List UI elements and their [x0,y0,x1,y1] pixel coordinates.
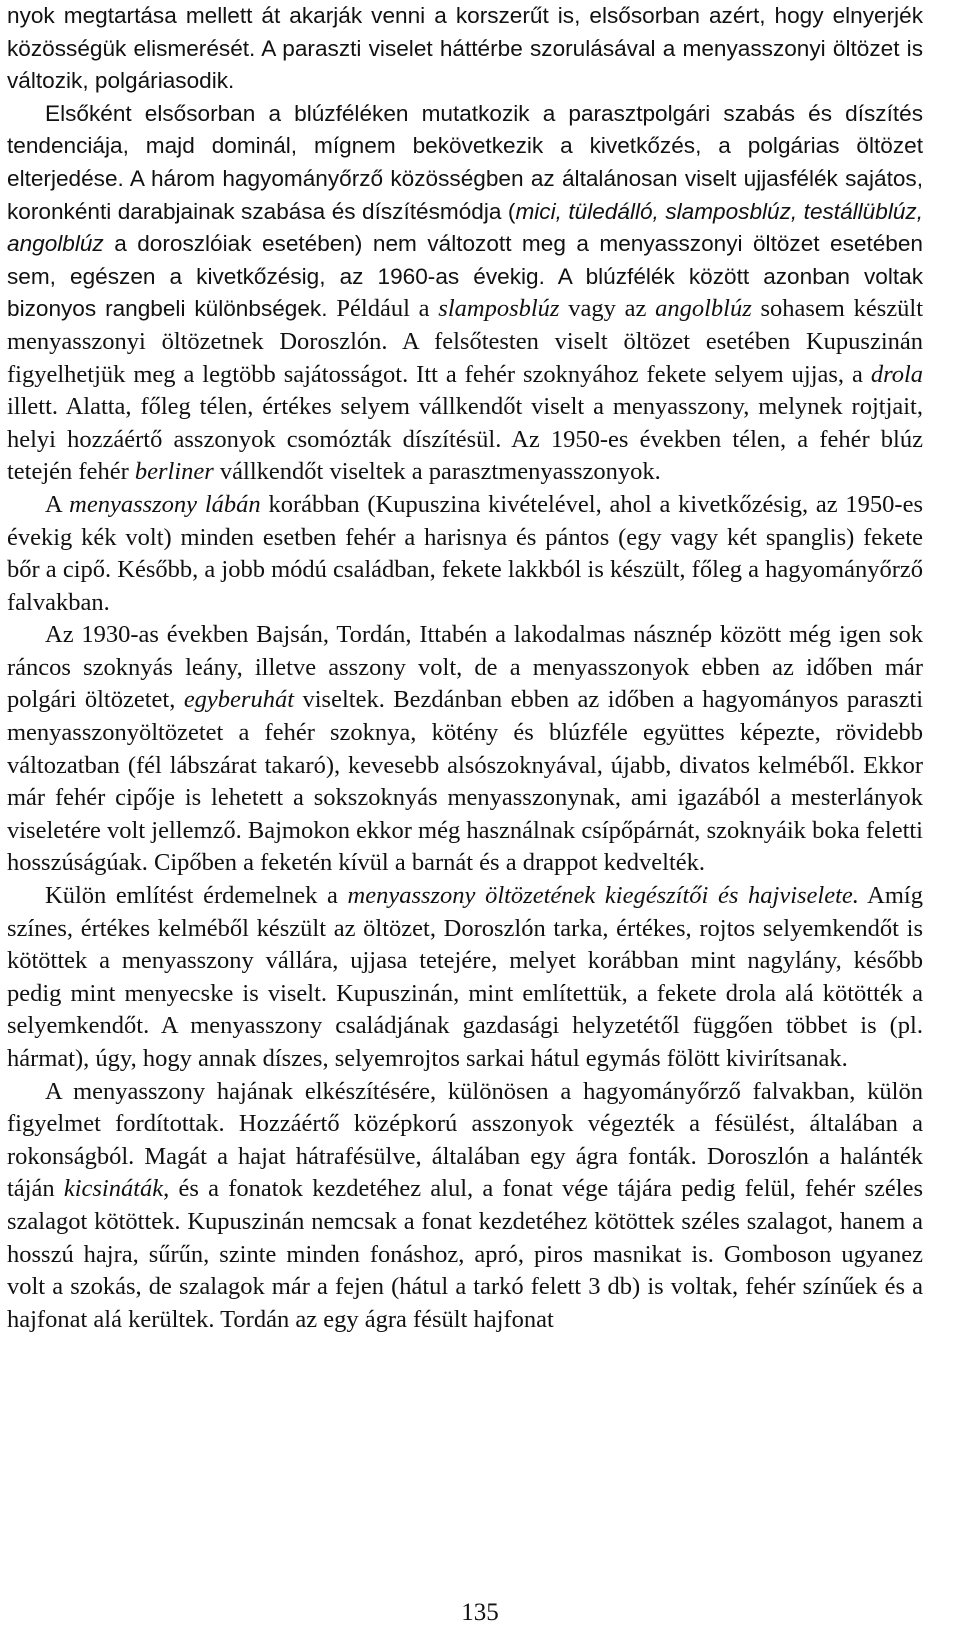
text-run: vállkendőt viseltek a parasztmenyasszonyok. [213,458,661,486]
text-run: illett. Alatta, főleg télen, értékes selyem vállkendőt viselt a menyasszony, melynek rojtjait, helyi hozzáértő asszonyok csomózták díszítésül. Az 1950-es években télen, a fehér blúz tetején fehér [7,393,923,486]
text-run: Amíg színes, értékes kelméből készült az öltözet, Doroszlón tarka, értékes, rojtos selyemkendőt is kötöttek a menyasszony vállára, ujjasa tetejére, melyet korábban mint nagylány, később pedig mint menyecske is viselt. Kupuszinán, mint említettük, a fekete drola alá kötötték a selyemkendőt. A menyasszony családjának gazdasági helyzetétől függően többet is (pl. hármat), úgy, hogy annak díszes, selyemrojtos sarkai hátul egymás fölött kivirítsanak. [7,882,923,1072]
italic-term: drola [870,360,923,388]
text-run: korábban (Kupuszina kivételével, ahol a kivetkőzésig, az 1950-es évekig kék volt) minden esetben fehér a harisnya és pántos (egy vagy két spanglis) fekete bőr a cipő. Később, a jobb módú családban, fekete lakkból is készült, főleg a hagyományőrző falvakban. [7,490,923,616]
text-run: A [45,490,70,518]
text-run: , és a fonatok kezdetéhez alul, a fonat vége tájára pedig felül, fehér széles szalagot kötöttek. Kupuszinán nemcsak a fonat kezdetéhez kötöttek széles szalagot, hanem a hosszú hajra, sűrűn, szinte minden fonáshoz, apró, piros masnikat is. Gomboson ugyanez volt a szokás, de szalagok már a fejen (hátul a tarkó felett 3 db) is voltak, fehér színűek és a hajfonat alá kerültek. Tordán az egy ágra fésült hajfonat [7,1175,923,1333]
text-run: Az 1930-as években Bajsán, Tordán, Ittabén a lakodalmas násznép között még igen sok ráncos szoknyás leány, illetve asszony volt, de a menyasszonyok ebben az időben már polgári öltözetet, [7,621,923,714]
paragraph [7,1076,923,1337]
paragraph [7,489,923,619]
page-number: 135 [461,1599,499,1626]
paragraph [7,619,923,880]
italic-term: berliner [134,458,214,486]
italic-term: slamposblúz [438,295,560,323]
text-run: nyok megtartása mellett át akarják venni a korszerűt is, elsősorban azért, hogy elnyerjék közösségük elismerését. A paraszti viselet háttérbe szorulásával a menyasszonyi öltözet is változik, polgáriasodik. [7,3,923,94]
text-run: A menyasszony hajának elkészítésére, különösen a hagyományőrző falvakban, külön figyelmet fordítottak. Hozzáértő középkorú asszonyok végezték a fésülést, általában a rokonságból. Magát a hajat hátrafésülve, általában egy ágra fonták. Doroszlón a halánték táján [7,1077,923,1203]
text-run: viseltek. Bezdánban ebben az időben a hagyományos paraszti menyasszonyöltözetet a fehér szoknya, kötény és blúzféle együttes képezte, rövidebb változatban (fél lábszárat takaró), kevesebb alsószoknyával, újabb, divatos kelméből. Ekkor már fehér cipője is lehetett a sokszoknyás menyasszonynak, ami igazából a mesterlányok viseletére volt jellemző. Bajmokon ekkor még használnak csípőpárnát, szoknyáik boka feletti hosszúságúak. Cipőben a feketén kívül a barnát és a drappot kedvelték. [7,686,923,877]
text-run: a doroszlóiak esetében) nem változott meg a menyasszonyi öltözet esetében sem, egészen a kivetkőzésig, az 1960-as évekig. A blúzfélék között azonban voltak bizonyos rangbeli különbségek. [7,231,923,322]
text-run: Elsőként elsősorban a blúzféléken mutatkozik a parasztpolgári szabás és díszítés tendenciája, majd dominál, mígnem bekövetkezik a kivetkőzés, a polgárias öltözet elterjedése. A három hagyományőrző közösségben az általánosan viselt ujjasfélék sajátos, koronkénti darabjainak szabása és díszítésmódja ( [7,100,923,224]
italic-term: egyberuhát [183,686,295,714]
text-run: Külön említést érdemelnek a [45,882,348,910]
italic-term: angolblúz [655,295,752,323]
text-run: vagy az [559,295,656,323]
italic-term: mici, tüledálló, slamposblúz, testállüblúz, angolblúz [7,198,923,257]
italic-term: menyasszony öltözetének kiegészítői és hajviselete. [347,882,859,910]
body-text [7,0,923,1336]
paragraph [7,880,923,1076]
text-run: sohasem készült menyasszonyi öltözetnek Doroszlón. A felsőtesten viselt öltözet esetében Kupuszinán figyelhetjük meg a legtöbb sajátosságot. Itt a fehér szoknyához fekete selyem ujjas, a [7,295,923,388]
text-run: Például a [336,295,439,323]
italic-term: kicsináták [63,1175,164,1203]
paragraph [7,98,923,489]
paragraph [7,0,923,98]
italic-term: menyasszony lábán [69,490,261,518]
